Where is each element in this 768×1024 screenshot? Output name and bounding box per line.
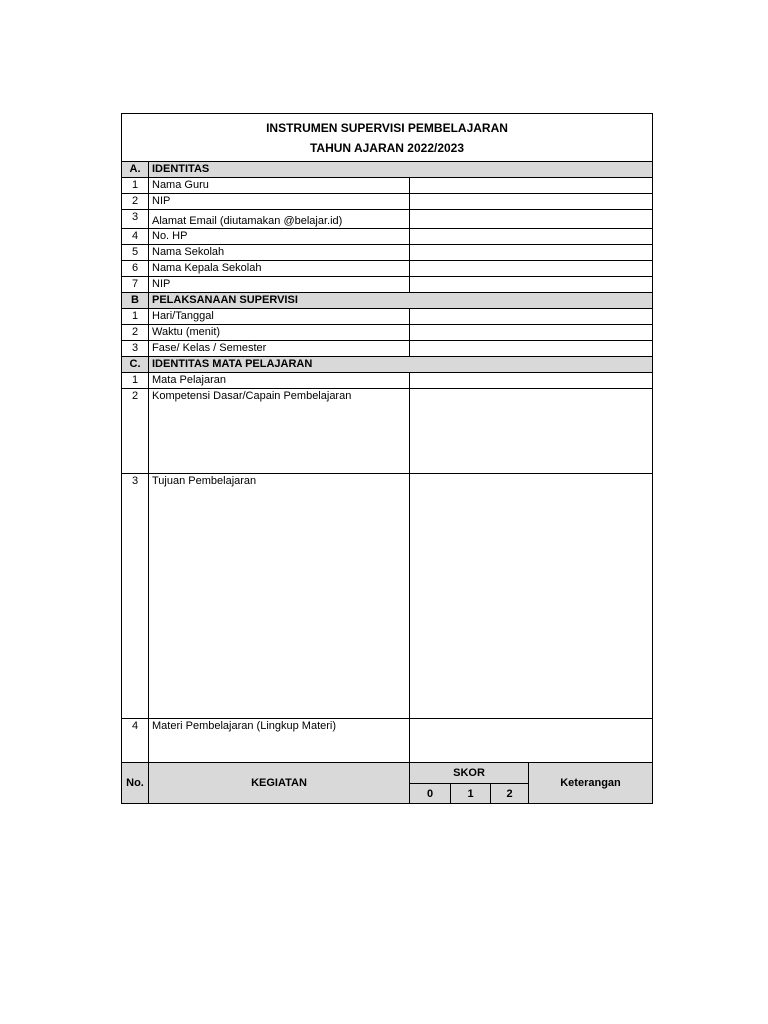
phone-field[interactable] [410, 229, 653, 245]
section-a-header [122, 162, 653, 178]
score-0: 0 [410, 784, 451, 804]
phase-class-semester-field[interactable] [410, 341, 653, 357]
row-label: Fase/ Kelas / Semester [149, 341, 410, 357]
table-row [122, 373, 653, 389]
nama-guru-field[interactable] [410, 178, 653, 194]
row-label: Hari/Tanggal [149, 309, 410, 325]
row-number: 1 [122, 373, 149, 389]
row-label: Alamat Email (diutamakan @belajar.id) [149, 210, 410, 229]
row-number: 4 [122, 719, 149, 763]
table-row [122, 309, 653, 325]
row-number: 3 [122, 210, 149, 229]
row-label: Materi Pembelajaran (Lingkup Materi) [149, 719, 410, 763]
table-row [122, 210, 653, 229]
row-label: Nama Sekolah [149, 245, 410, 261]
row-number: 2 [122, 325, 149, 341]
score-2: 2 [491, 784, 529, 804]
title-line-1: INSTRUMEN SUPERVISI PEMBELAJARAN [266, 120, 508, 135]
principal-nip-field[interactable] [410, 277, 653, 293]
table-row [122, 194, 653, 210]
row-label: NIP [149, 194, 410, 210]
row-label: Nama Guru [149, 178, 410, 194]
row-label: Tujuan Pembelajaran [149, 474, 410, 719]
subject-field[interactable] [410, 373, 653, 389]
table-row [122, 474, 653, 719]
learning-material-field[interactable] [410, 719, 653, 763]
row-number: 5 [122, 245, 149, 261]
row-number: 3 [122, 474, 149, 719]
duration-field[interactable] [410, 325, 653, 341]
row-label: No. HP [149, 229, 410, 245]
row-label: NIP [149, 277, 410, 293]
header-keterangan: Keterangan [529, 763, 653, 804]
header-skor: SKOR [410, 763, 529, 784]
activity-header-row [122, 763, 653, 784]
table-row [122, 277, 653, 293]
form-sheet [121, 113, 652, 804]
row-label: Nama Kepala Sekolah [149, 261, 410, 277]
row-number: 6 [122, 261, 149, 277]
section-c-label: C. [122, 357, 149, 373]
table-row [122, 719, 653, 763]
title-row [122, 114, 653, 162]
table-row [122, 325, 653, 341]
section-c-title: IDENTITAS MATA PELAJARAN [149, 357, 653, 373]
principal-name-field[interactable] [410, 261, 653, 277]
row-number: 2 [122, 194, 149, 210]
table-row [122, 389, 653, 474]
row-number: 2 [122, 389, 149, 474]
header-no: No. [122, 763, 149, 804]
row-label: Waktu (menit) [149, 325, 410, 341]
section-b-label: B [122, 293, 149, 309]
section-a-label: A. [122, 162, 149, 178]
section-b-title: PELAKSANAAN SUPERVISI [149, 293, 653, 309]
row-number: 1 [122, 309, 149, 325]
header-kegiatan: KEGIATAN [149, 763, 410, 804]
nip-field[interactable] [410, 194, 653, 210]
table-row [122, 261, 653, 277]
title-line-2: TAHUN AJARAN 2022/2023 [309, 140, 465, 155]
email-field[interactable] [410, 210, 653, 229]
section-c-header [122, 357, 653, 373]
row-number: 7 [122, 277, 149, 293]
row-label: Kompetensi Dasar/Capain Pembelajaran [149, 389, 410, 474]
row-number: 4 [122, 229, 149, 245]
learning-objectives-field[interactable] [410, 474, 653, 719]
date-field[interactable] [410, 309, 653, 325]
form-title [122, 114, 653, 162]
table-row [122, 245, 653, 261]
supervision-form-table [121, 113, 653, 804]
row-number: 3 [122, 341, 149, 357]
row-label: Mata Pelajaran [149, 373, 410, 389]
section-a-title: IDENTITAS [149, 162, 653, 178]
score-1: 1 [451, 784, 491, 804]
school-name-field[interactable] [410, 245, 653, 261]
competency-field[interactable] [410, 389, 653, 474]
table-row [122, 341, 653, 357]
row-number: 1 [122, 178, 149, 194]
section-b-header [122, 293, 653, 309]
table-row [122, 229, 653, 245]
table-row [122, 178, 653, 194]
